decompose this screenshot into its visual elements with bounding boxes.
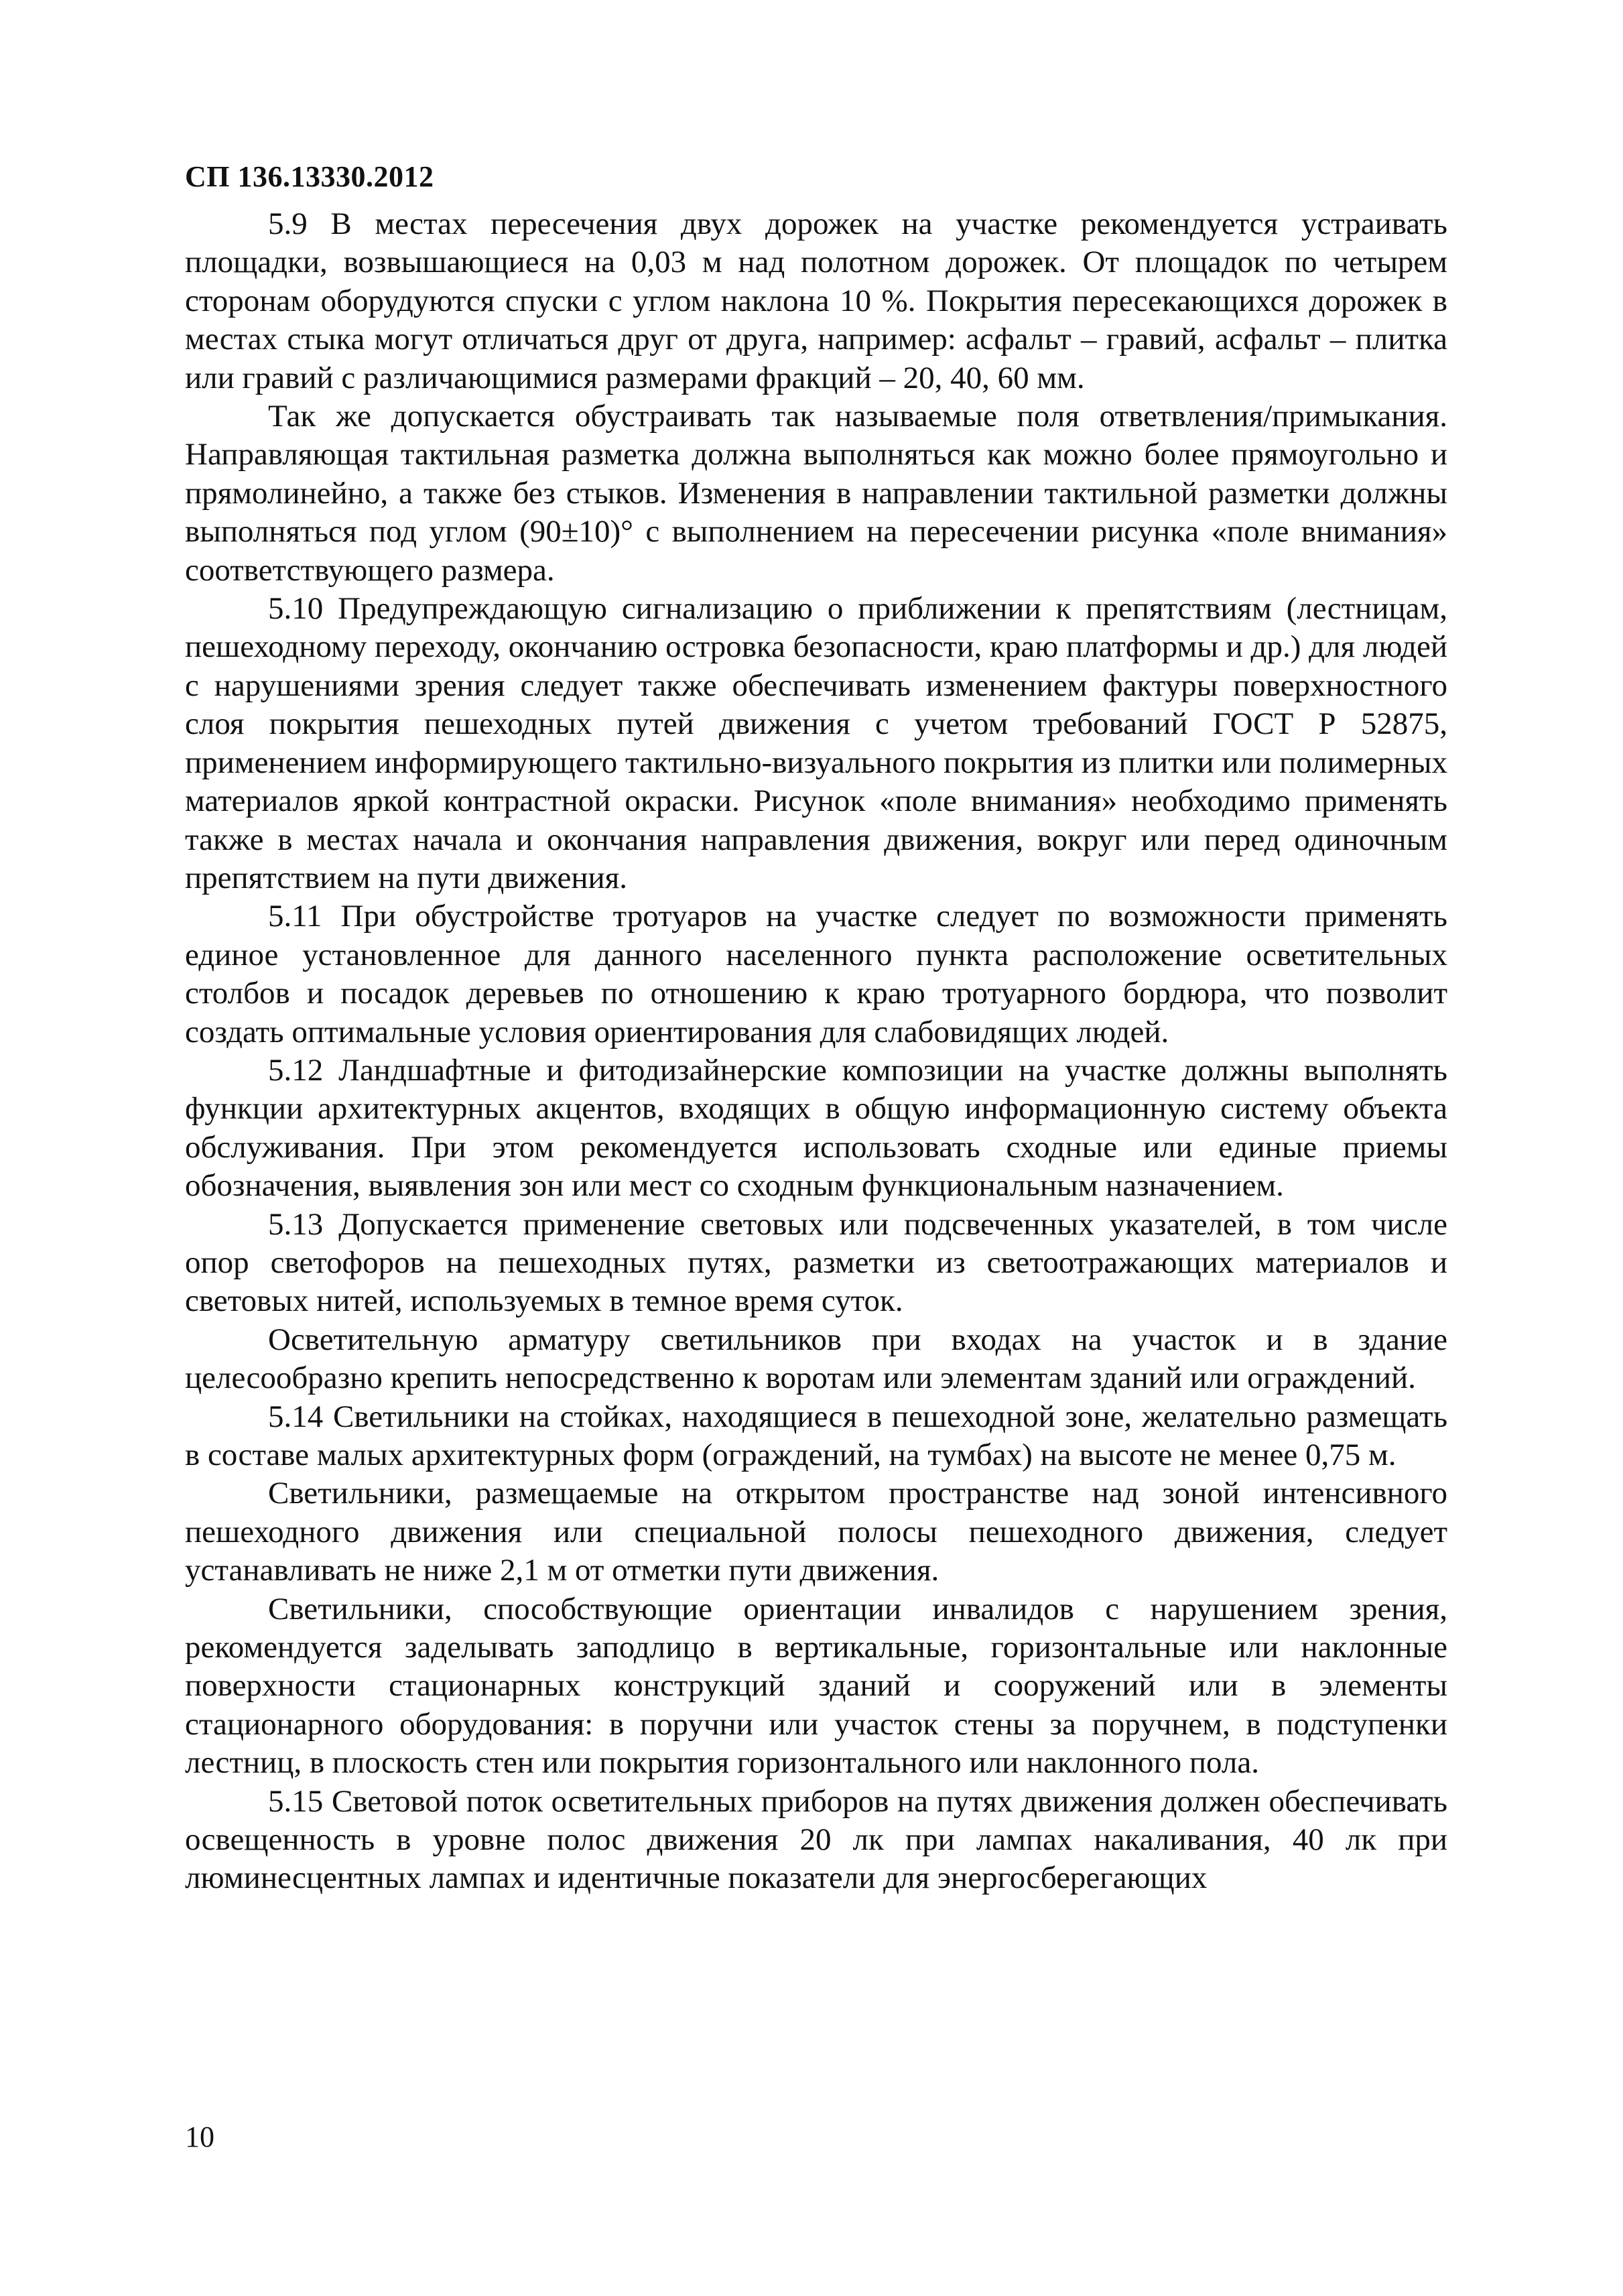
paragraph-5-11: 5.11 При обустройстве тротуаров на участке следует по возможности применять единое установленное для данного населенного пункта расположение осветительных столбов и посадок деревьев по отношению к краю тротуарного бордюра, что позволит создать оптимальные условия ориентирования для слабовидящих людей.	[185, 899, 1447, 1049]
page-number: 10	[185, 2120, 214, 2153]
paragraph-5-15: 5.15 Световой поток осветительных приборов на путях движения должен обеспечивать освещенность в уровне полос движения 20 лк при лампах накаливания, 40 лк при люминесцентных лампах и идентичные показатели для энергосберегающих	[185, 1783, 1447, 1896]
document-header: СП 136.13330.2012	[185, 160, 434, 193]
paragraph-5-13: 5.13 Допускается применение световых или подсвеченных указателей, в том числе опор светофоров на пешеходных путях, разметки из светоотражающих материалов и световых нитей, используемых в темное время суток.	[185, 1206, 1447, 1319]
paragraph-5-14: 5.14 Светильники на стойках, находящиеся в пешеходной зоне, желательно размещать в составе малых архитектурных форм (ограждений, на тумбах) на высоте не менее 0,75 м.	[185, 1399, 1447, 1472]
paragraph-open-space-lamps: Светильники, размещаемые на открытом пространстве над зоной интенсивного пешеходного движения или специальной полосы пешеходного движения, следует устанавливать не ниже 2,1 м от отметки пути движения.	[185, 1476, 1447, 1588]
paragraph-lighting-fixtures: Осветительную арматуру светильников при входах на участок и в здание целесообразно крепить непосредственно к воротам или элементам зданий или ограждений.	[185, 1322, 1447, 1396]
paragraph-tactile-marking: Так же допускается обустраивать так называемые поля ответвления/примыкания. Направляющая тактильная разметка должна выполняться как можно более прямоугольно и прямолинейно, а также без стыков. Изменения в направлении тактильной разметки должны выполняться под углом (90±10)° с выполнением на пересечении рисунка «поле внимания» соответствующего размера.	[185, 399, 1447, 588]
paragraph-5-10: 5.10 Предупреждающую сигнализацию о приближении к препятствиям (лестницам, пешеходному переходу, окончанию островка безопасности, краю платформы и др.) для людей с нарушениями зрения следует также обеспечивать изменением фактуры поверхностного слоя покрытия пешеходных путей движения с учетом требований ГОСТ Р 52875, применением информирующего тактильно-визуального покрытия из плитки или полимерных материалов яркой контрастной окраски. Рисунок «поле внимания» необходимо применять также в местах начала и окончания направления движения, вокруг или перед одиночным препятствием на пути движения.	[185, 591, 1447, 895]
paragraph-5-12: 5.12 Ландшафтные и фитодизайнерские композиции на участке должны выполнять функции архитектурных акцентов, входящих в общую информационную систему объекта обслуживания. При этом рекомендуется использовать сходные или единые приемы обозначения, выявления зон или мест со сходным функциональным назначением.	[185, 1052, 1447, 1204]
paragraph-orientation-lamps: Светильники, способствующие ориентации инвалидов с нарушением зрения, рекомендуется заделывать заподлицо в вертикальные, горизонтальные или наклонные поверхности стационарных конструкций зданий и сооружений или в элементы стационарного оборудования: в поручни или участок стены за поручнем, в подступенки лестниц, в плоскость стен или покрытия горизонтального или наклонного пола.	[185, 1591, 1447, 1781]
document-body	[185, 205, 1447, 1898]
paragraph-5-9: 5.9 В местах пересечения двух дорожек на участке рекомендуется устраивать площадки, возвышающиеся на 0,03 м над полотном дорожек. От площадок по четырем сторонам оборудуются спуски с углом наклона 10 %. Покрытия пересекающихся дорожек в местах стыка могут отличаться друг от друга, например: асфальт – гравий, асфальт – плитка или гравий с различающимися размерами фракций – 20, 40, 60 мм.	[185, 206, 1447, 395]
